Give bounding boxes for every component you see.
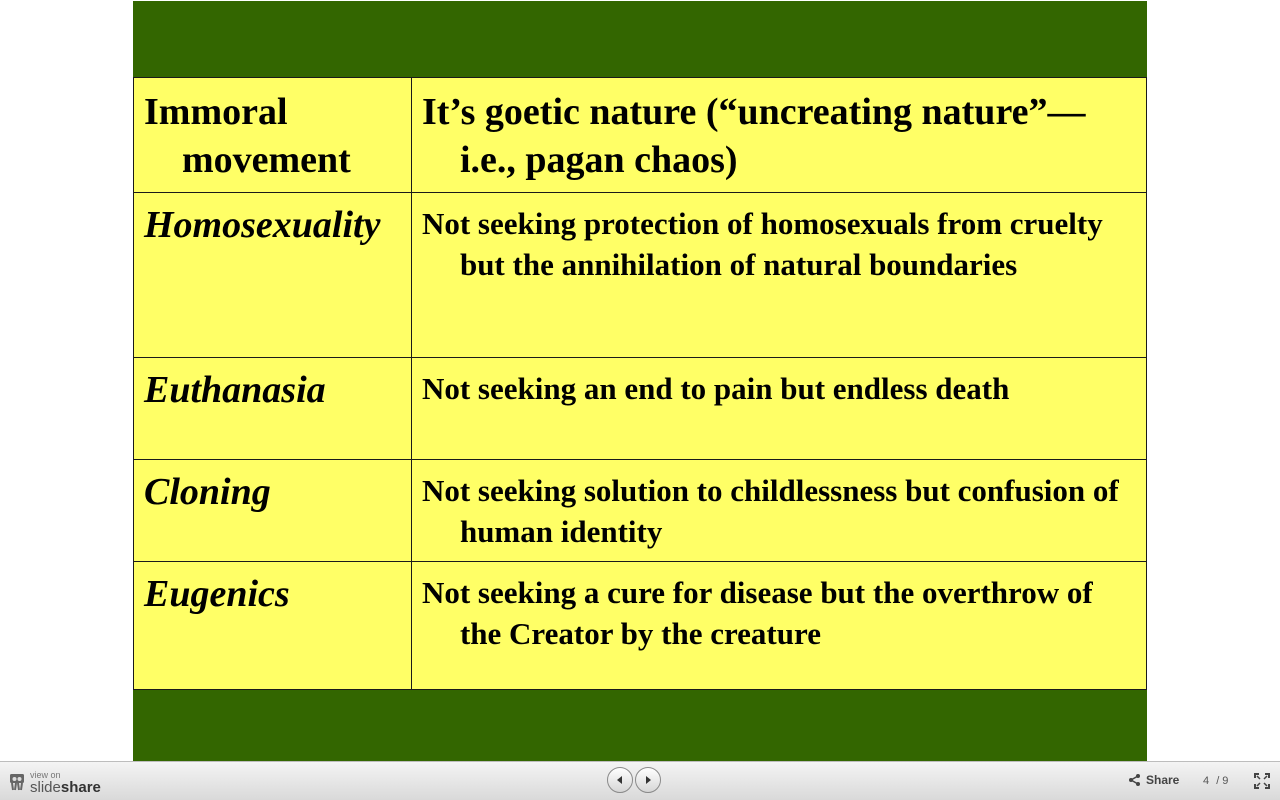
view-on-slideshare-link[interactable] — [8, 768, 101, 796]
term-cell — [134, 460, 412, 562]
term-cell — [134, 358, 412, 460]
next-slide-button[interactable] — [635, 767, 661, 793]
term-cell — [134, 193, 412, 358]
term-label: Homosexuality — [144, 204, 381, 246]
header-cell-left — [134, 78, 412, 193]
fullscreen-icon[interactable] — [1254, 773, 1270, 789]
term-label: Cloning — [144, 471, 271, 513]
slideshare-logo-icon — [8, 773, 26, 791]
prev-arrow-icon — [614, 774, 626, 786]
page-indicator — [1203, 775, 1232, 787]
header-cell-right — [411, 78, 1146, 193]
previous-slide-button[interactable] — [607, 767, 633, 793]
brand-text — [30, 770, 101, 795]
share-label: Share — [1146, 773, 1180, 787]
description-cell — [411, 358, 1146, 460]
brand-light: slide — [30, 778, 61, 796]
table-row — [134, 562, 1147, 690]
description-text: Not seeking a cure for disease but the overthrow of the Creator by the creature — [421, 575, 1093, 651]
table-header-row — [134, 78, 1147, 193]
term-label: Eugenics — [144, 573, 290, 615]
brand-name — [30, 780, 101, 795]
table-row — [134, 193, 1147, 358]
table-row — [134, 460, 1147, 562]
term-cell — [134, 562, 412, 690]
brand-bold: share — [60, 778, 101, 796]
brand-small-text: view on — [30, 769, 61, 780]
share-button[interactable] — [1128, 773, 1179, 787]
total-pages: / 9 — [1216, 775, 1229, 787]
slide-table — [133, 77, 1147, 690]
description-cell — [411, 562, 1146, 690]
description-cell — [411, 460, 1146, 562]
header-left-text: Immoral movement — [144, 91, 351, 181]
current-page: 4 — [1203, 775, 1210, 787]
player-toolbar — [0, 761, 1280, 800]
slide — [133, 1, 1147, 761]
next-arrow-icon — [642, 774, 654, 786]
table-row — [134, 358, 1147, 460]
description-text: Not seeking an end to pain but endless death — [421, 371, 1010, 406]
header-right-text: It’s goetic nature (“uncreating nature”—i.e., pagan chaos) — [421, 91, 1086, 181]
term-label: Euthanasia — [144, 369, 326, 411]
description-text: Not seeking solution to childlessness but confusion of human identity — [421, 473, 1119, 549]
description-cell — [411, 193, 1146, 358]
description-text: Not seeking protection of homosexuals from cruelty but the annihilation of natural boundaries — [421, 206, 1103, 282]
share-icon — [1128, 773, 1142, 787]
slide-navigation — [607, 767, 661, 793]
